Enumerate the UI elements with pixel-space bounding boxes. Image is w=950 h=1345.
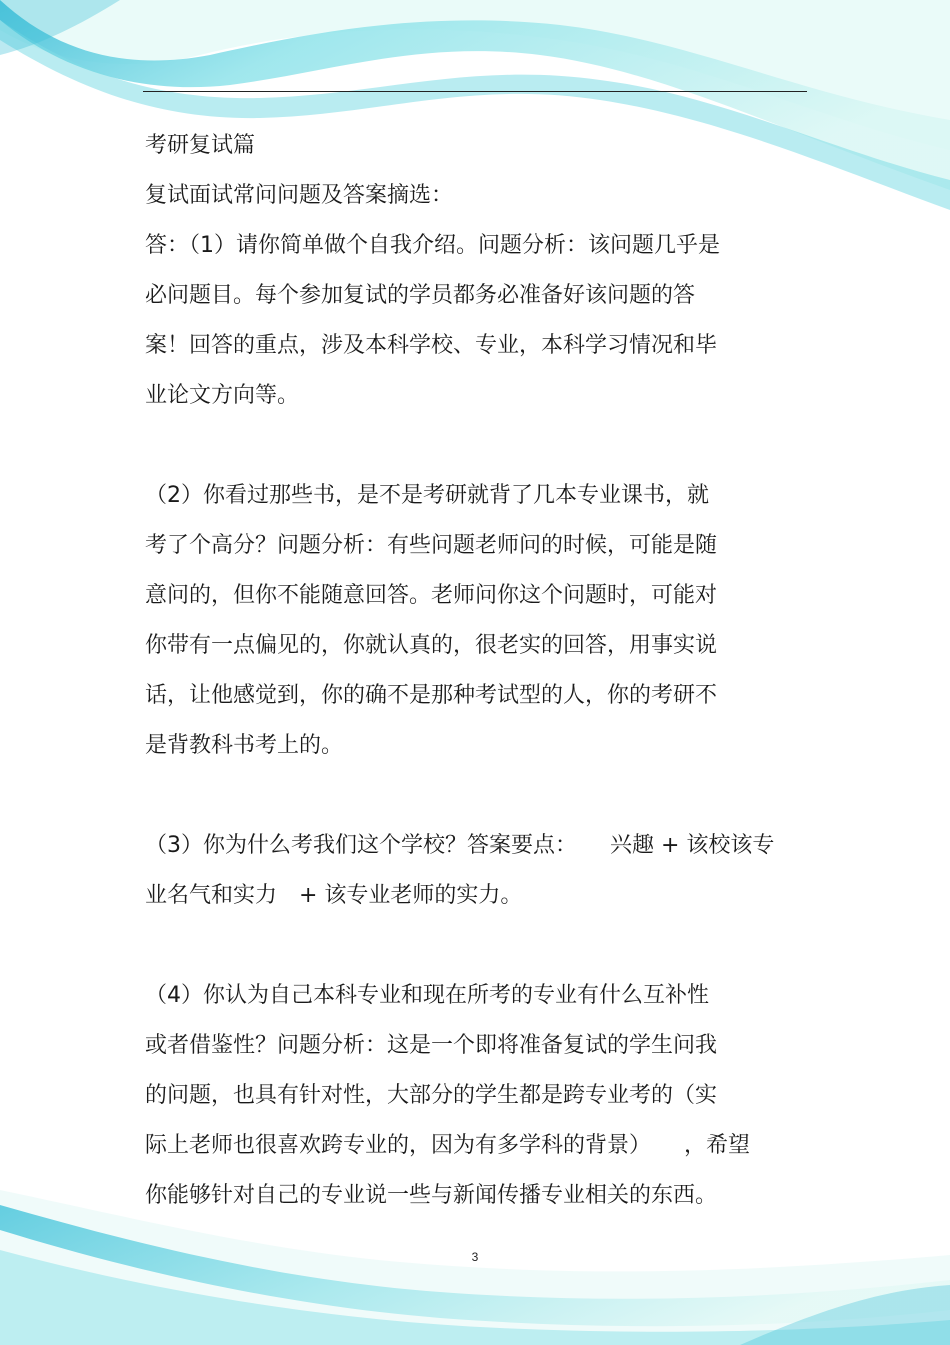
text-line: 的问题，也具有针对性，大部分的学生都是跨专业考的（实	[145, 1083, 718, 1108]
text-line: （4）你认为自己本科专业和现在所考的专业有什么互补性	[145, 983, 709, 1008]
section-heading: 考研复试篇	[145, 133, 256, 158]
text-line: 你能够针对自己的专业说一些与新闻传播专业相关的东西。	[145, 1183, 718, 1208]
text-line: （3）你为什么考我们这个学校？答案要点： 兴趣 + 该校该专	[145, 833, 775, 858]
text-line: 答：（1）请你简单做个自我介绍。问题分析：该问题几乎是	[145, 233, 720, 258]
text-line: 案！回答的重点，涉及本科学校、专业，本科学习情况和毕	[145, 333, 718, 358]
text-line: 考了个高分？问题分析：有些问题老师问的时候，可能是随	[145, 533, 718, 558]
header-rule	[143, 91, 807, 92]
text-line: （2）你看过那些书，是不是考研就背了几本专业课书，就	[145, 483, 709, 508]
text-line: 你带有一点偏见的，你就认真的，很老实的回答，用事实说	[145, 633, 718, 658]
text-line: 业论文方向等。	[145, 383, 300, 408]
text-line: 际上老师也很喜欢跨专业的，因为有多学科的背景） ，希望	[145, 1133, 751, 1158]
page-number: 3	[471, 1250, 479, 1264]
section-subheading: 复试面试常问问题及答案摘选：	[145, 183, 454, 208]
text-line: 必问题目。每个参加复试的学员都务必准备好该问题的答	[145, 283, 696, 308]
text-line: 意问的，但你不能随意回答。老师问你这个问题时，可能对	[145, 583, 718, 608]
text-line: 话，让他感觉到，你的确不是那种考试型的人，你的考研不	[145, 683, 718, 708]
text-line: 业名气和实力 + 该专业老师的实力。	[145, 883, 523, 908]
text-line: 是背教科书考上的。	[145, 733, 344, 758]
text-line: 或者借鉴性？问题分析：这是一个即将准备复试的学生问我	[145, 1033, 718, 1058]
